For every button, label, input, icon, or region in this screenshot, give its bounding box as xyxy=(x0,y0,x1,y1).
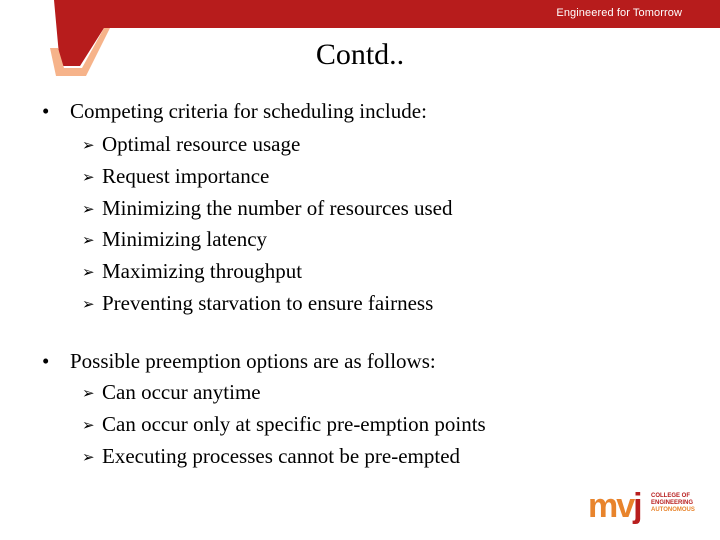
arrow-bullet-icon: ➢ xyxy=(82,416,95,434)
sub-item-text: Optimal resource usage xyxy=(102,132,301,156)
bullet-item xyxy=(42,347,436,375)
sub-item xyxy=(82,410,486,439)
sub-item xyxy=(82,225,267,254)
slide-title: Contd.. xyxy=(315,38,405,71)
sub-item xyxy=(82,162,269,191)
college-logo xyxy=(588,488,713,528)
bullet-item xyxy=(42,97,427,125)
sub-item-text: Request importance xyxy=(102,164,270,188)
logo-line-2: ENGINEERING xyxy=(651,500,694,506)
sub-item-text: Minimizing latency xyxy=(102,227,268,251)
bullet-text: Possible preemption options are as follows: xyxy=(70,349,436,373)
arrow-bullet-icon: ➢ xyxy=(82,168,95,186)
logo-mark xyxy=(588,488,641,524)
sub-item xyxy=(82,442,460,471)
sub-item-text: Maximizing throughput xyxy=(102,259,303,283)
arrow-bullet-icon: ➢ xyxy=(82,136,95,154)
arrow-bullet-icon: ➢ xyxy=(82,200,95,218)
sub-item-text: Can occur only at specific pre-emption points xyxy=(102,412,486,436)
logo-line-3: AUTONOMOUS xyxy=(651,507,695,513)
sub-item xyxy=(82,130,300,159)
sub-item-text: Can occur anytime xyxy=(102,380,261,404)
arrow-bullet-icon: ➢ xyxy=(82,448,95,466)
sub-item-text: Executing processes cannot be pre-empted xyxy=(102,444,461,468)
sub-item-text: Preventing starvation to ensure fairness xyxy=(102,291,434,315)
logo-text xyxy=(651,493,695,514)
arrow-bullet-icon: ➢ xyxy=(82,263,95,281)
logo-mark-suffix: j xyxy=(633,487,641,525)
sub-item xyxy=(82,378,261,407)
sub-item xyxy=(82,194,453,223)
sub-item xyxy=(82,289,433,318)
bullet-text: Competing criteria for scheduling include: xyxy=(70,99,427,123)
sub-item-text: Minimizing the number of resources used xyxy=(102,196,453,220)
sub-item xyxy=(82,257,302,286)
arrow-bullet-icon: ➢ xyxy=(82,231,95,249)
bullet-dot-icon: • xyxy=(42,349,50,373)
arrow-bullet-icon: ➢ xyxy=(82,295,95,313)
logo-line-1: COLLEGE OF xyxy=(651,493,690,499)
logo-mark-prefix: mv xyxy=(588,487,634,525)
arrow-bullet-icon: ➢ xyxy=(82,384,95,402)
bullet-dot-icon: • xyxy=(42,99,50,123)
header-tagline: Engineered for Tomorrow xyxy=(556,7,682,19)
